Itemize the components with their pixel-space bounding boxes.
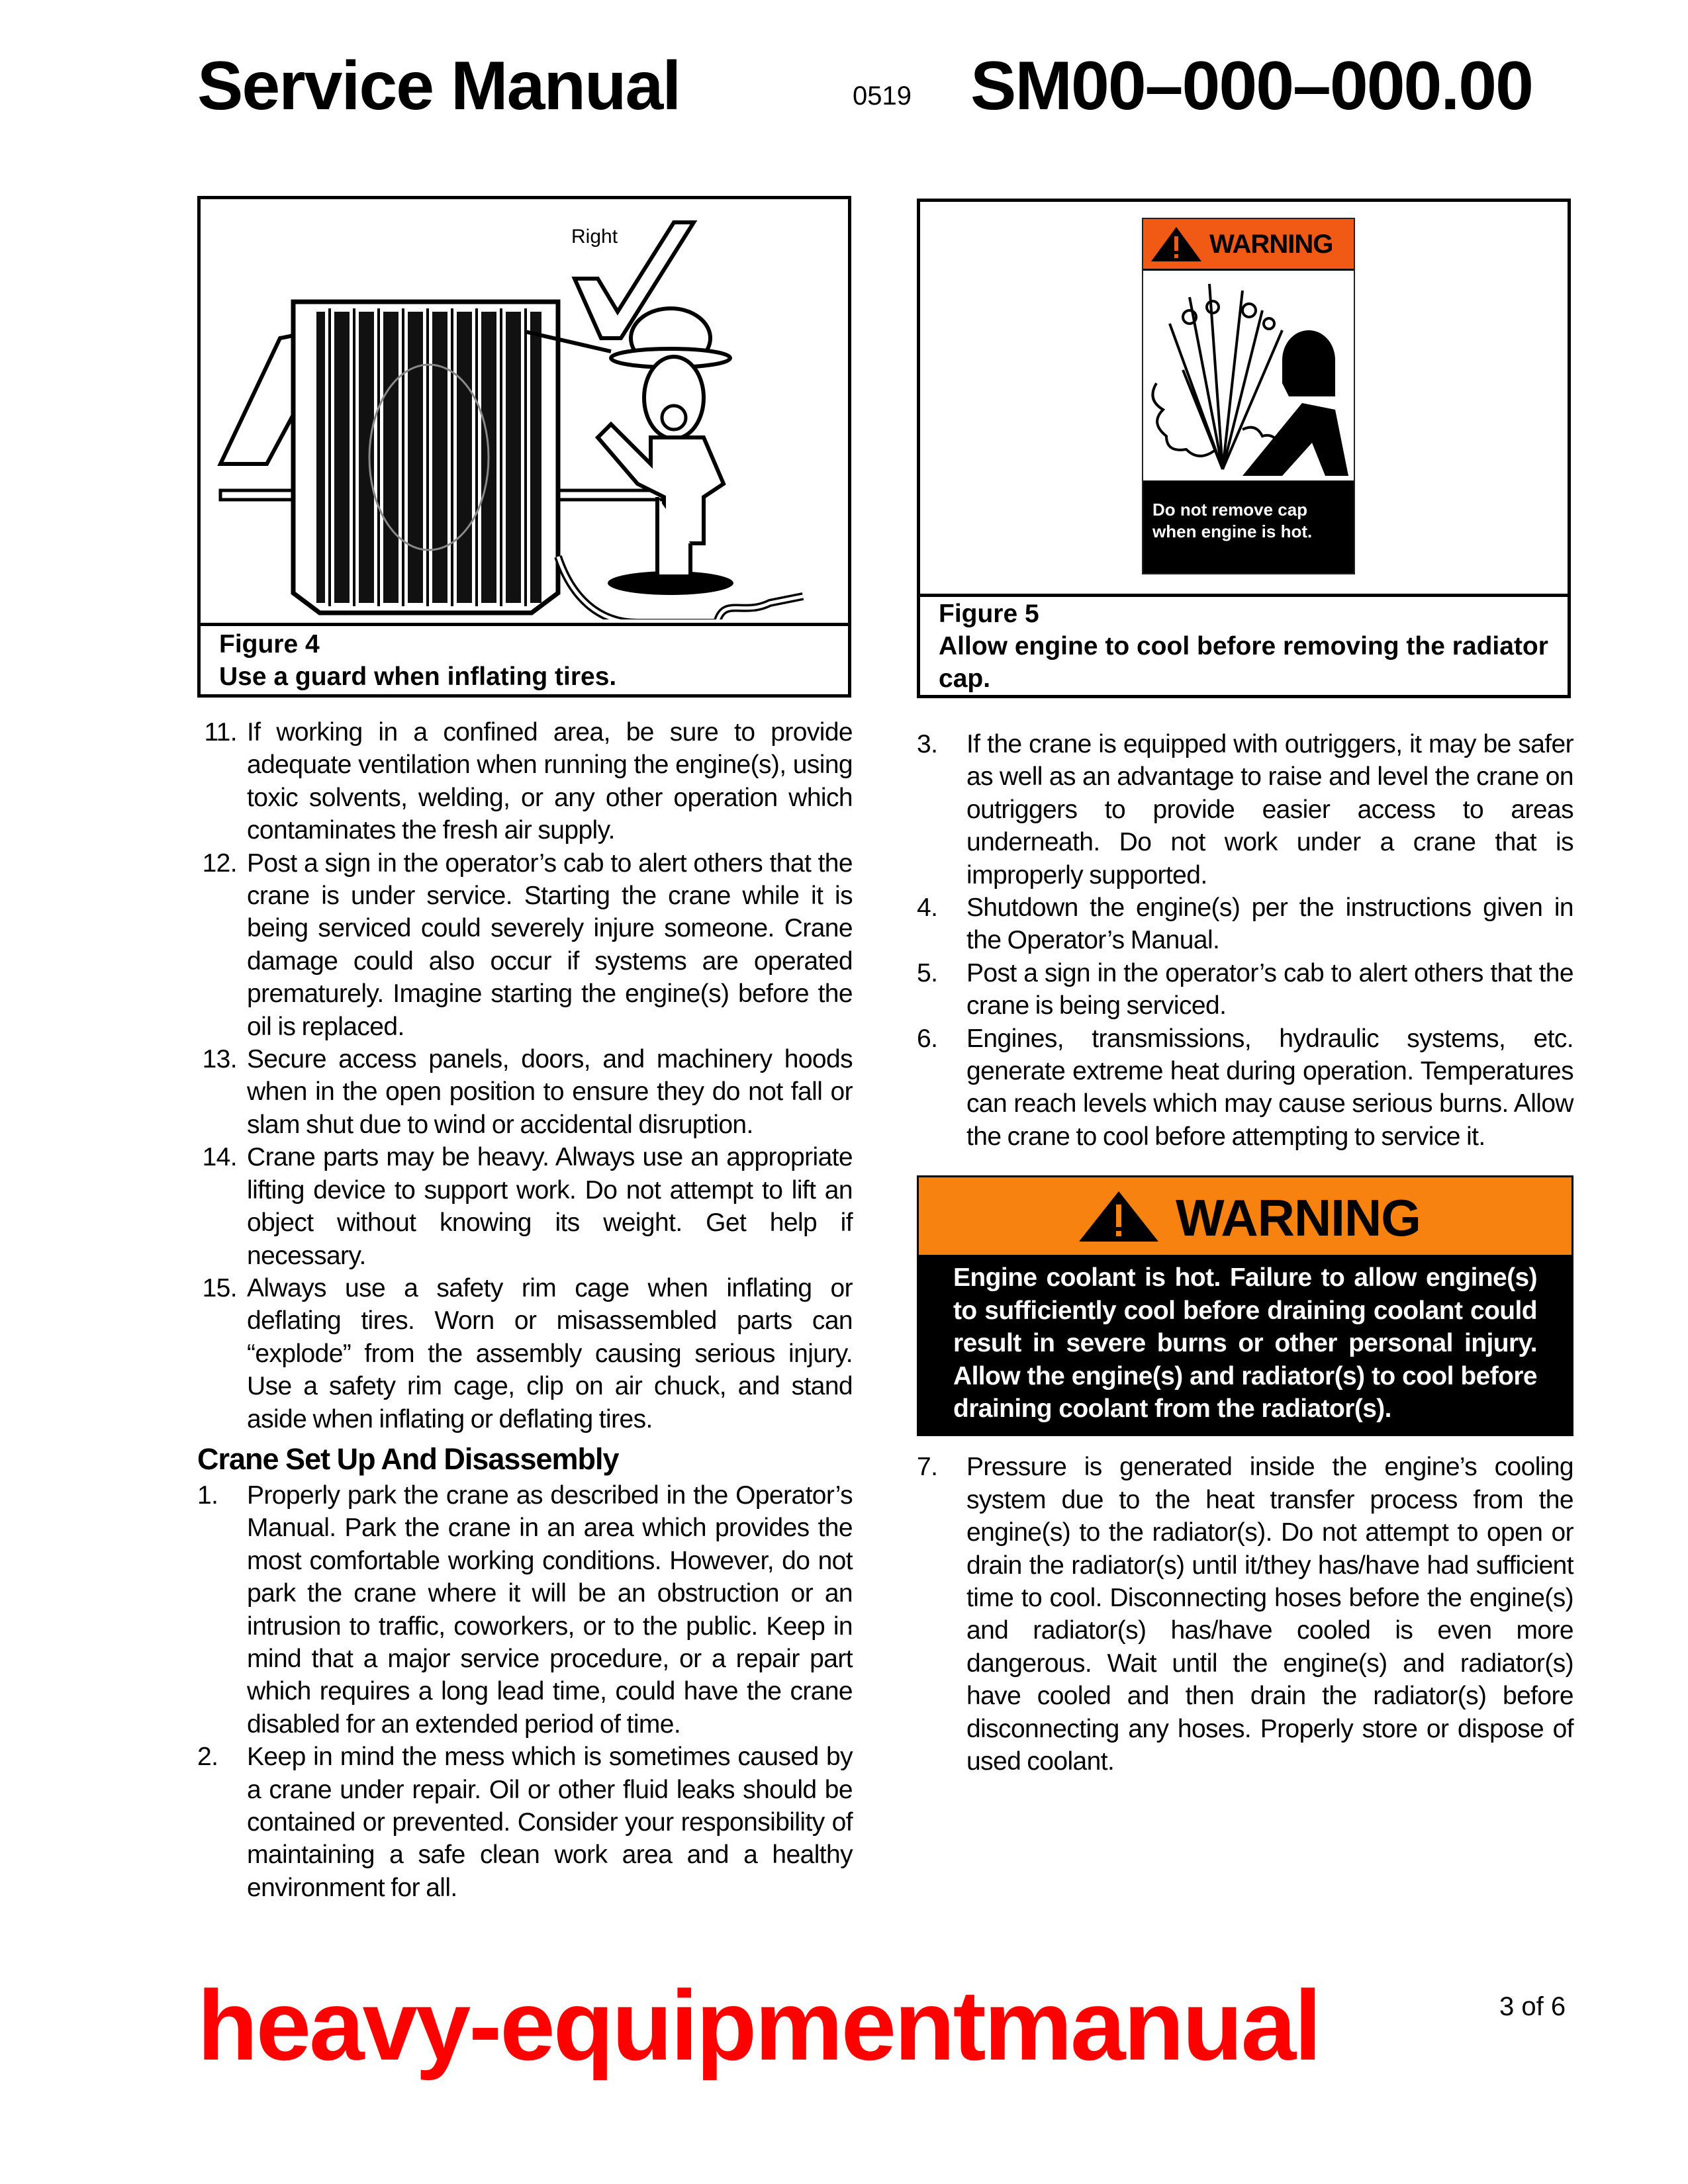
item-text: Shutdown the engine(s) per the instructions given in the Operator’s Manual.	[966, 893, 1573, 955]
figure-5-caption	[939, 598, 1554, 695]
figure-4-title: Figure 4	[219, 630, 320, 659]
list-item	[917, 957, 1573, 1023]
left-column	[197, 716, 853, 1904]
list-item	[197, 1741, 853, 1904]
list-item	[197, 1479, 853, 1741]
right-column	[917, 728, 1573, 1778]
figure-5	[917, 199, 1571, 698]
item-text: If working in a confined area, be sure to provide adequate ventilation when running the engine(s), using toxic solvents, welding, or any other operation which contaminates the fresh air supply.	[247, 718, 853, 845]
list-item	[197, 1141, 853, 1272]
decal-line-1: Do not remove cap	[1152, 500, 1308, 520]
item-text: Secure access panels, doors, and machinery hoods when in the open position to ensure they do not fall or slam shut due to wind or accidental disruption.	[247, 1045, 853, 1139]
figure-5-title: Figure 5	[939, 600, 1039, 628]
item-text: Keep in mind the mess which is sometimes caused by a crane under repair. Oil or other fluid leaks should be contained or prevented. Consider your responsibility of maintaining a safe clean work area and a healthy environment for all.	[247, 1743, 853, 1902]
manual-title: Service Manual	[197, 48, 680, 124]
item-number: 14.	[202, 1143, 237, 1172]
section-heading: Crane Set Up And Disassembly	[197, 1441, 619, 1476]
coolant-warning-box	[917, 1175, 1573, 1436]
revision-code: 0519	[853, 81, 912, 111]
hot-steam-person-icon	[1143, 271, 1351, 479]
item-number: 3.	[917, 730, 938, 758]
item-text: Post a sign in the operator’s cab to alert others that the crane is under service. Starting the crane while it is being serviced could severely injure someone. Crane damage could also occur if systems are operated prematurely. Imagine starting the engine(s) before the oil is replaced.	[247, 848, 853, 1041]
item-number: 15.	[202, 1273, 237, 1302]
item-number: 6.	[917, 1024, 938, 1053]
worker-figure	[598, 308, 733, 595]
watermark-text: heavy-equipmentmanual	[197, 1970, 1320, 2081]
item-text: Crane parts may be heavy. Always use an appropriate lifting device to support work. Do not attempt to lift an object without knowing its weight. Get help if necessary.	[247, 1143, 853, 1270]
list-item	[197, 1272, 853, 1435]
item-text: Always use a safety rim cage when inflating or deflating tires. Worn or misassembled parts can “explode” from the assembly causing serious injury. Use a safety rim cage, clip on air chuck, and stand aside when inflating or deflating tires.	[247, 1273, 853, 1433]
document-number: SM00–000–000.00	[970, 48, 1532, 124]
warning-decal-illustration	[920, 202, 1568, 597]
list-item	[917, 1451, 1573, 1778]
decal-header	[1143, 219, 1354, 271]
warning-decal	[1142, 218, 1355, 574]
item-number: 11.	[204, 718, 237, 747]
figure-4-text: Use a guard when inflating tires.	[219, 662, 617, 691]
warning-label: WARNING	[1176, 1189, 1421, 1248]
list-item	[917, 728, 1573, 891]
item-number: 2.	[197, 1743, 218, 1772]
steam-burst-pictogram	[1143, 271, 1354, 479]
item-text: Post a sign in the operator’s cab to alert others that the crane is being serviced.	[966, 958, 1573, 1021]
list-item	[917, 891, 1573, 957]
warning-header	[919, 1177, 1571, 1255]
item-text: Pressure is generated inside the engine’s cooling system due to the heat transfer process from the engine(s) to the radiator(s). Do not attempt to open or drain the radiator(s) until it/they has/have had sufficient time to cool. Disconnecting hoses before the engine(s) and radiator(s) has/have cooled is even more dangerous. Wait until the engine(s) and radiator(s) have cooled and then drain the radiator(s) before disconnecting any hoses. Properly store or dispose of used coolant.	[966, 1453, 1573, 1776]
item-text: Properly park the crane as described in the Operator’s Manual. Park the crane in an area which provides the most comfortable working conditions. However, do not park the crane where it will be an obstruction or an intrusion to traffic, coworkers, or to the public. Keep in mind that a major service procedure, or a repair part which requires a long lead time, could have the crane disabled for an extended period of time.	[247, 1480, 853, 1739]
list-item	[917, 1023, 1573, 1154]
item-number: 13.	[202, 1045, 237, 1074]
list-item	[197, 847, 853, 1043]
list-item	[197, 716, 853, 847]
tire-guard-drawing	[201, 199, 848, 619]
figure-4	[197, 196, 851, 698]
decal-message	[1143, 480, 1354, 573]
decal-warning-label: WARNING	[1209, 230, 1333, 259]
decal-line-2: when engine is hot.	[1152, 522, 1313, 541]
warning-triangle-icon	[1076, 1190, 1161, 1244]
warning-message: Engine coolant is hot. Failure to allow engine(s) to sufficiently cool before draining coolant could result in severe burns or other personal injury. Allow the engine(s) and radiator(s) to cool before draining coolant from the radiator(s).	[953, 1263, 1537, 1423]
list-item	[197, 1043, 853, 1141]
item-number: 12.	[202, 848, 237, 878]
item-number: 1.	[197, 1480, 218, 1510]
figure-4-caption	[219, 628, 835, 693]
item-number: 7.	[917, 1453, 938, 1482]
item-number: 5.	[917, 958, 938, 987]
figure-5-text: Allow engine to cool before removing the radiator cap.	[939, 632, 1548, 693]
warning-triangle-icon	[1150, 226, 1203, 263]
item-number: 4.	[917, 893, 938, 923]
page-number: 3 of 6	[1499, 1992, 1566, 2021]
item-text: If the crane is equipped with outriggers, it may be safer as well as an advantage to raise and level the crane on outriggers to provide easier access to areas underneath. Do not work under a crane that is improperly supported.	[966, 730, 1573, 889]
tire-cage-illustration	[201, 199, 848, 626]
right-label: Right	[571, 226, 618, 248]
item-text: Engines, transmissions, hydraulic systems, etc. generate extreme heat during operation. Temperatures can reach levels which may cause serious burns. Allow the crane to cool before attempting to service it.	[966, 1024, 1573, 1151]
